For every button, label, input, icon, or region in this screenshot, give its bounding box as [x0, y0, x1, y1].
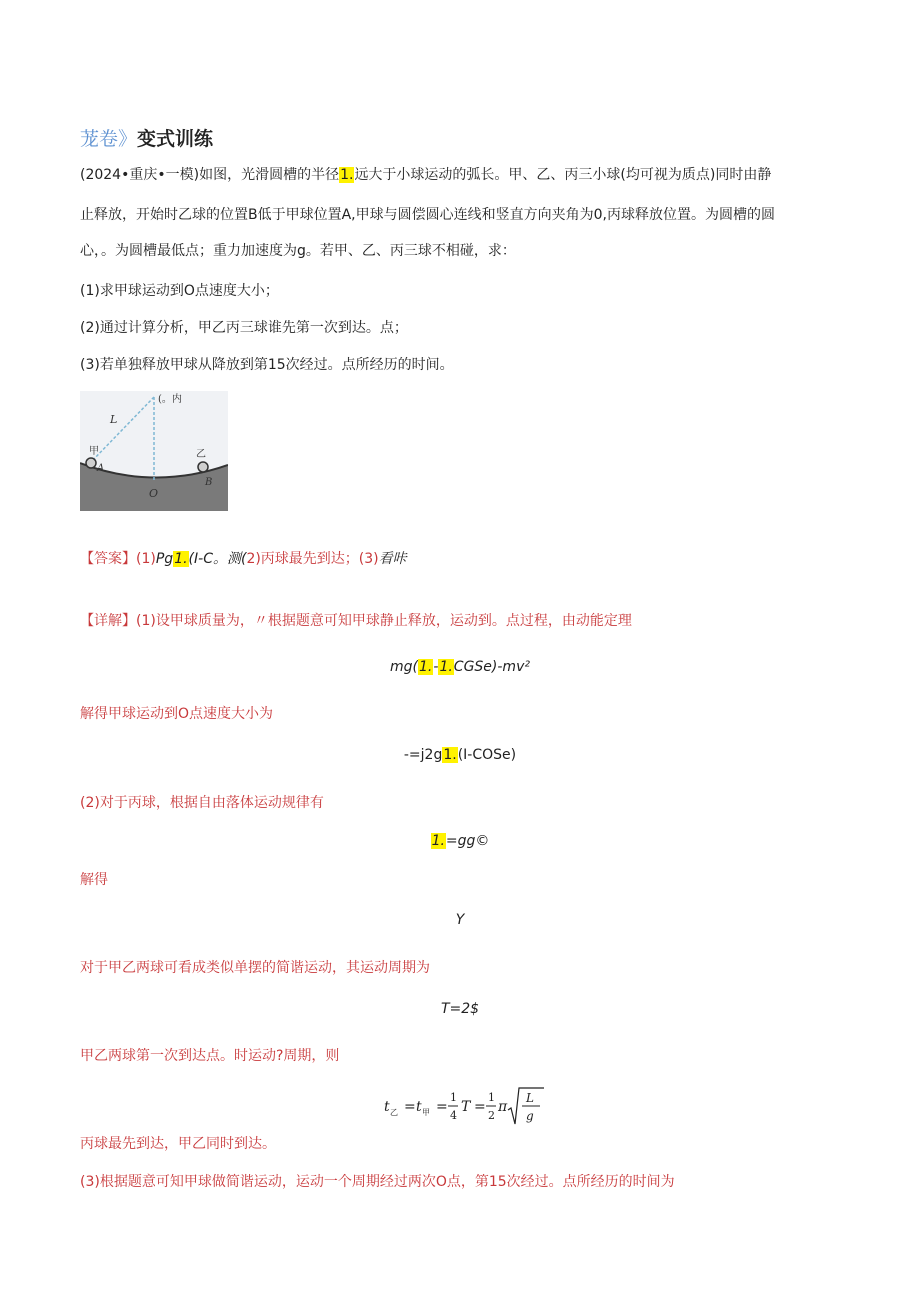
- eq-text: CGSe)-mv²: [453, 659, 530, 675]
- detail-tag: 【详解】: [80, 613, 136, 629]
- equation-5: T=2$: [440, 1001, 480, 1017]
- problem-text: 远大于小球运动的弧长。甲、乙、丙三小球(均可视为质点)同时由静: [354, 167, 772, 183]
- detail-line-8: (3)根据题意可知甲球做简谐运动，运动一个周期经过两次O点，第15次经过。点所经历的时间为: [80, 1174, 675, 1190]
- answer-tag: 【答案】: [80, 551, 136, 567]
- highlight-mark: 1.: [419, 659, 433, 675]
- question-1: (1)求甲球运动到O点速度大小；: [80, 283, 279, 299]
- eq-equals: =: [404, 1099, 416, 1115]
- eq-g: g: [526, 1109, 534, 1123]
- eq-t-jia: t: [416, 1099, 422, 1115]
- eq-num: 1: [488, 1091, 495, 1104]
- eq-T: T: [461, 1099, 471, 1115]
- equation-1: [0, 659, 920, 675]
- figure-label-O: O: [149, 487, 159, 500]
- eq-equals: =: [436, 1099, 448, 1115]
- highlight-mark: 1.: [443, 747, 457, 763]
- question-3: (3)若单独释放甲球从降放到第15次经过。点所经历的时间。: [80, 357, 454, 373]
- equation-6: [380, 1084, 550, 1134]
- heading-prefix: 茏卷》: [80, 128, 138, 150]
- eq-L: L: [526, 1091, 534, 1105]
- eq-sub-jia: 甲: [422, 1108, 430, 1117]
- eq-den: 2: [488, 1109, 495, 1122]
- eq-equals: =: [474, 1099, 486, 1115]
- detail-line-3: (2)对于丙球，根据自由落体运动规律有: [80, 795, 324, 811]
- detail-line-1: [80, 610, 632, 630]
- eq-den: 4: [450, 1109, 457, 1122]
- answer-formula: (I-C。测(: [188, 551, 247, 567]
- problem-text: (2024•重庆•一模)如图，光滑圆槽的半径: [80, 167, 340, 183]
- eq-text: mg(: [390, 659, 419, 675]
- pendulum-groove-figure: [80, 391, 228, 511]
- equation-4: Y: [455, 912, 465, 928]
- answer-formula: 看咔: [378, 551, 407, 567]
- detail-line-5: 对于甲乙两球可看成类似单摆的简谐运动，其运动周期为: [80, 960, 430, 976]
- highlight-mark: 1.: [174, 551, 188, 567]
- eq-text: =gg©: [445, 833, 490, 849]
- figure-label-L: L: [110, 413, 118, 426]
- eq-text: (I-COSe): [457, 747, 517, 763]
- answer-part: (1): [136, 551, 156, 567]
- figure-svg: [80, 391, 228, 511]
- figure-label-yi: 乙: [196, 449, 206, 460]
- detail-line-6: 甲乙两球第一次到达点。时运动?周期，则: [80, 1048, 340, 1064]
- eq-pi: π: [498, 1099, 508, 1115]
- figure-label-jia: 甲: [89, 446, 99, 457]
- section-heading: [80, 124, 213, 151]
- figure-top-label: (。内: [158, 394, 182, 405]
- highlight-mark: 1.: [439, 659, 453, 675]
- detail-line-4: 解得: [80, 872, 108, 888]
- detail-line-2: 解得甲球运动到O点速度大小为: [80, 706, 274, 722]
- problem-line-2: 止释放，开始时乙球的位置B低于甲球位置A,甲球与圆偿圆心连线和竖直方向夹角为0,丙球释放位置。为圆槽的圆: [80, 207, 775, 223]
- problem-line-1: [80, 164, 771, 184]
- problem-line-3: 心，。为圆槽最低点；重力加速度为g。若甲、乙、丙三球不相碰，求：: [80, 243, 516, 259]
- answer-formula: Pg: [155, 551, 174, 567]
- eq-num: 1: [450, 1091, 457, 1104]
- detail-text: (1)设甲球质量为，〃根据题意可知甲球静止释放，运动到。点过程，由动能定理: [136, 613, 632, 629]
- highlight-mark: 1.: [431, 833, 445, 849]
- highlight-mark: 1.: [340, 167, 354, 183]
- answer-line: [80, 548, 407, 568]
- eq-text: -: [433, 659, 439, 675]
- eq-sub-yi: 乙: [390, 1108, 398, 1117]
- figure-label-A: A: [97, 463, 105, 474]
- equation-6-svg: [380, 1084, 550, 1130]
- figure-label-B: B: [205, 477, 213, 488]
- eq-t-yi: t: [384, 1099, 390, 1115]
- equation-3: [0, 833, 920, 849]
- heading-title: 变式训练: [137, 128, 214, 150]
- detail-line-7: 丙球最先到达，甲乙同时到达。: [80, 1136, 276, 1152]
- answer-part: 2)丙球最先到达；(3): [246, 551, 379, 567]
- question-2: (2)通过计算分析，甲乙丙三球谁先第一次到达。点；: [80, 320, 408, 336]
- equation-2: [0, 747, 920, 763]
- eq-text: -=j2g: [403, 747, 443, 763]
